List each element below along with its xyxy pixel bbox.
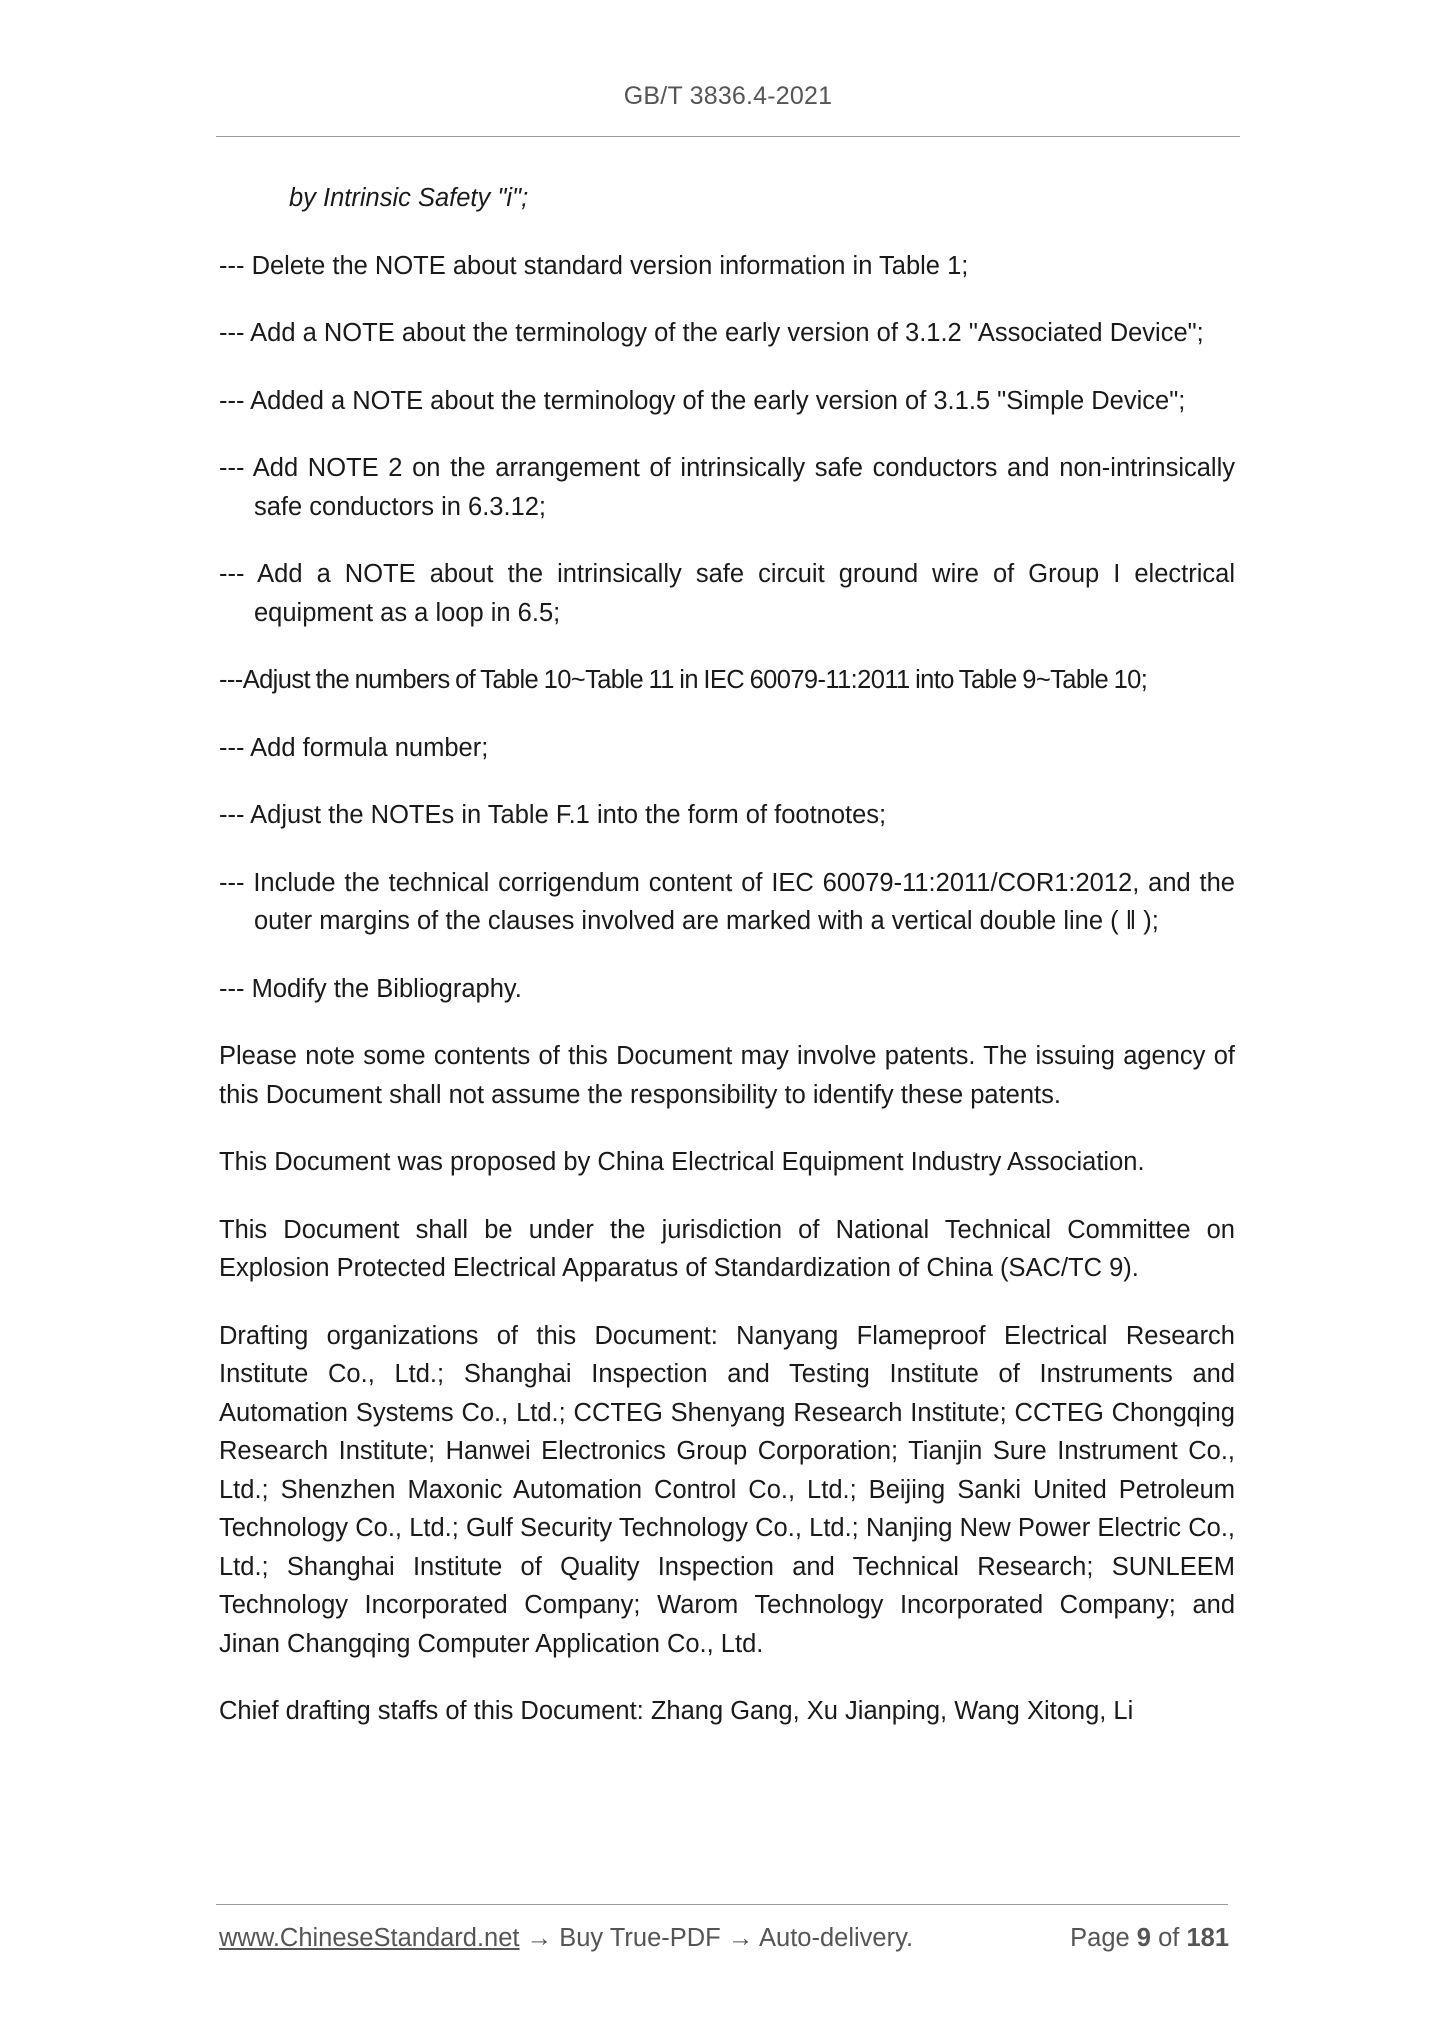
document-body [219,179,1235,1731]
change-item-note-2 [219,449,1235,526]
change-item-text: Add a NOTE about the terminology of the early version of 3.1.2 "Associated Device"; [250,319,1204,347]
arrow-right-icon: → [727,1924,754,1952]
change-item-formula-number [219,729,1235,768]
total-pages: 181 [1186,1924,1229,1952]
proposed-by-paragraph: This Document was proposed by China Electrical Equipment Industry Association. [219,1148,1145,1176]
list-dash: --- [219,560,245,588]
list-dash: --- [219,801,245,829]
footer-divider [216,1904,1228,1905]
page-counter [1070,1924,1229,1953]
buy-true-pdf-text: Buy True-PDF [559,1924,721,1952]
page-header-standard-code: GB/T 3836.4-2021 [623,82,833,110]
change-item-delete-note [219,247,1235,286]
change-item-text: Add a NOTE about the intrinsically safe circuit ground wire of Group I electrical equipment as a loop in 6.5; [254,560,1235,627]
list-dash: --- [219,974,245,1003]
list-dash: --- [219,319,245,347]
change-item-associated-device [219,314,1235,353]
list-dash: --- [219,251,245,280]
patents-paragraph: Please note some contents of this Document may involve patents. The issuing agency of this Document shall not assume the responsibility to identify these patents. [219,1042,1235,1109]
current-page-number: 9 [1136,1924,1151,1952]
page-label: Page [1070,1924,1130,1952]
of-label: of [1158,1924,1180,1952]
change-item-corrigendum [219,864,1235,941]
drafting-organizations-paragraph: Drafting organizations of this Document: Nanyang Flameproof Electrical Research Institute Co., Ltd.; Shanghai Inspection and Testing Institute of Instruments and Automation Systems Co., Ltd.; CCTEG Shenyang Research Institute; CCTEG Chongqing Research Institute; Hanwei Electronics Group Corporation; Tianjin Sure Instrument Co., Ltd.; Shenzhen Maxonic Automation Control Co., Ltd.; Beijing Sanki United Petroleum Technology Co., Ltd.; Gulf Security Technology Co., Ltd.; Nanjing New Power Electric Co., Ltd.; Shanghai Institute of Quality Inspection and Technical Research; SUNLEEM Technology Incorporated Company; Warom Technology Incorporated Company; and Jinan Changqing Computer Application Co., Ltd. [219,1321,1235,1658]
header-divider [216,136,1240,137]
change-item-table-numbers [219,661,1235,700]
change-item-text: Added a NOTE about the terminology of the early version of 3.1.5 "Simple Device"; [250,386,1186,415]
list-dash: --- [219,868,245,897]
change-item-text: Add NOTE 2 on the arrangement of intrinsically safe conductors and non-intrinsically safe conductors in 6.3.12; [252,454,1235,521]
change-item-text: Include the technical corrigendum content of IEC 60079-11:2011/COR1:2012, and the outer margins of the clauses involved are marked with a vertical double line ( ‖ ); [253,868,1235,935]
change-item-text: Add formula number; [250,733,489,762]
jurisdiction-paragraph: This Document shall be under the jurisdiction of National Technical Committee on Explosion Protected Electrical Apparatus of Standardization of China (SAC/TC 9). [219,1215,1235,1282]
chief-drafting-staffs-paragraph: Chief drafting staffs of this Document: Zhang Gang, Xu Jianping, Wang Xitong, Li [219,1697,1134,1725]
list-dash: --- [219,386,245,415]
list-dash: --- [219,454,245,482]
change-item-text: Delete the NOTE about standard version information in Table 1; [251,251,969,280]
change-item-ground-wire [219,555,1235,632]
change-item-text: Adjust the numbers of Table 10~Table 11 in IEC 60079-11:2011 into Table 9~Table 10; [242,666,1148,694]
auto-delivery-text: Auto-delivery. [759,1924,914,1952]
site-link[interactable]: www.ChineseStandard.net [219,1924,520,1952]
footer-promo [219,1924,913,1953]
continued-item-text: by Intrinsic Safety "i"; [289,184,529,212]
change-item-simple-device [219,382,1235,421]
change-item-text: Adjust the NOTEs in Table F.1 into the form of footnotes; [250,801,887,829]
change-item-text: Modify the Bibliography. [251,974,522,1003]
arrow-right-icon: → [526,1924,553,1952]
list-dash: --- [219,733,245,762]
change-item-footnotes [219,796,1235,835]
list-dash: --- [219,666,243,694]
change-item-bibliography [219,970,1235,1009]
